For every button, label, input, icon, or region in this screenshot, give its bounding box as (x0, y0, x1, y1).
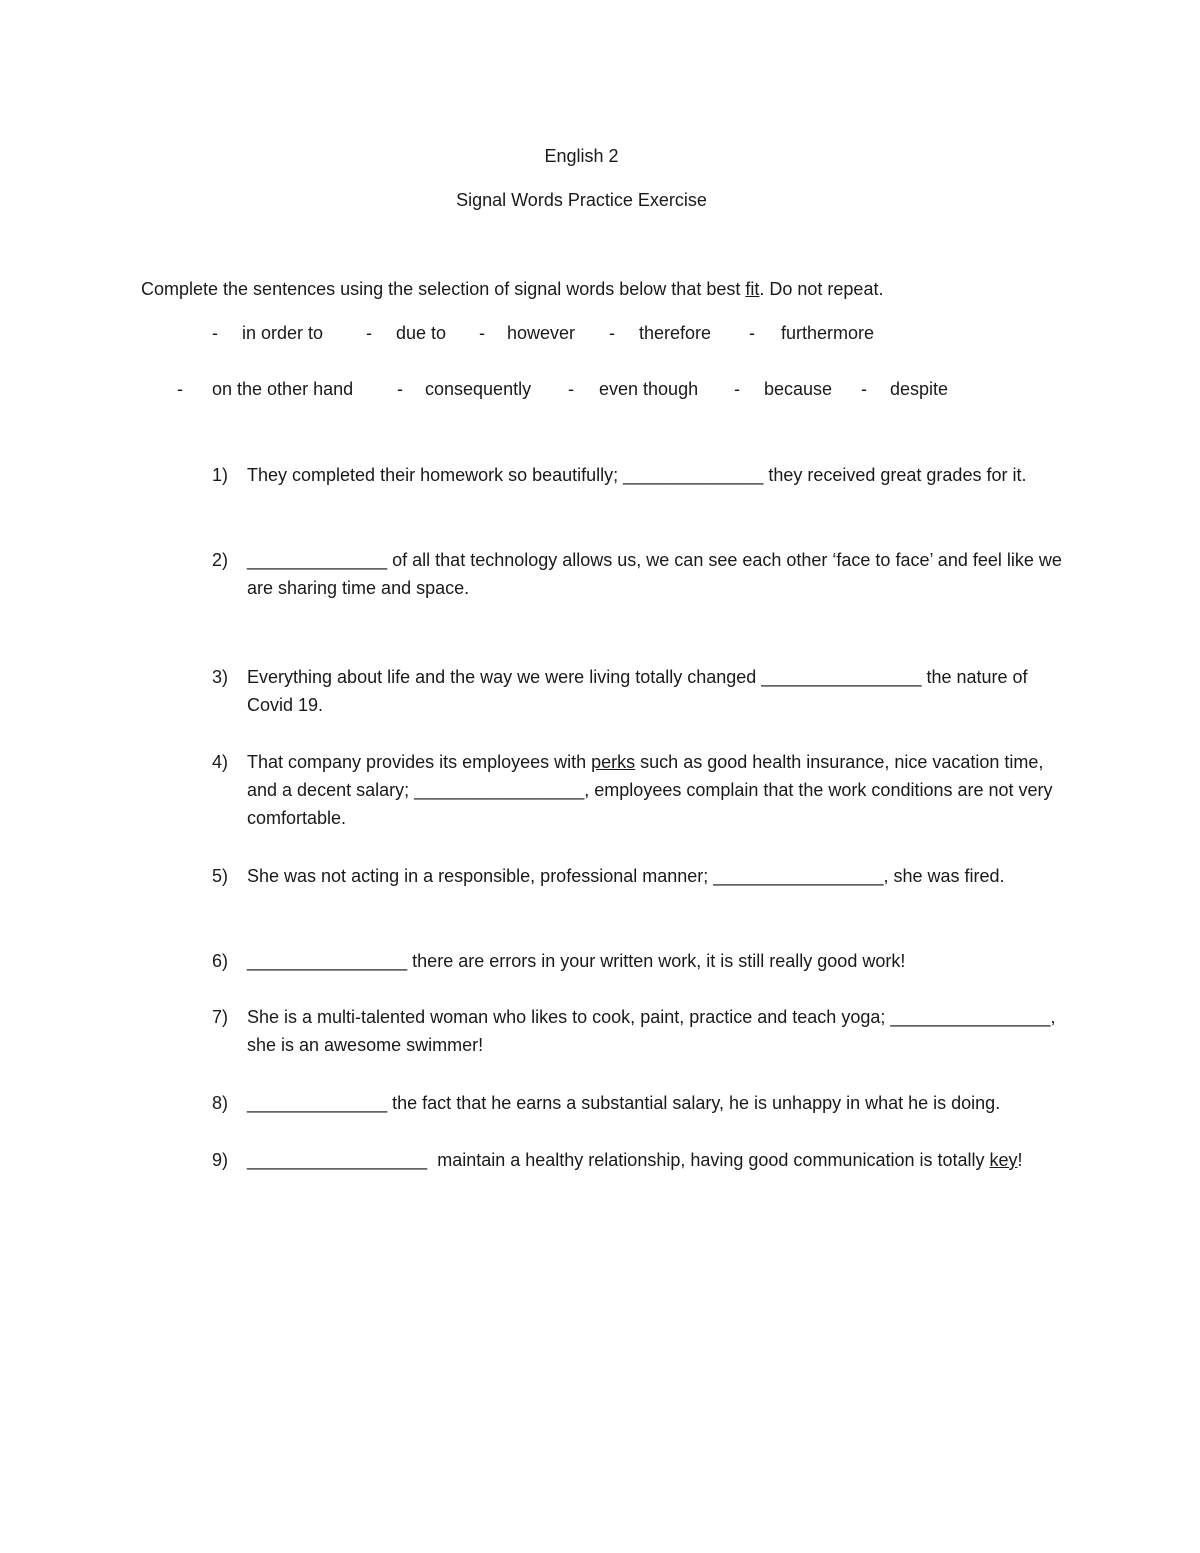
question-text (247, 1003, 1067, 1059)
question-number: 5) (212, 866, 229, 886)
question-text (247, 1089, 1067, 1117)
page-title: English 2 (544, 146, 619, 166)
question-sentence: She was not acting in a responsible, professional manner; _________________, she was fired. (247, 866, 1005, 886)
question-number: 8) (212, 1093, 229, 1113)
instructions-underlined-word: fit (745, 279, 760, 299)
question-text (247, 461, 1067, 489)
question-text (247, 663, 1067, 719)
question-number: 2) (212, 550, 229, 570)
question-text (247, 947, 1067, 975)
bullet-dash: - (177, 379, 183, 399)
underlined-word: key (989, 1150, 1018, 1170)
question-number: 3) (212, 667, 229, 687)
bullet-dash: - (397, 379, 403, 399)
word-bank-item: even though (599, 379, 699, 399)
word-bank-item: however (507, 323, 576, 343)
question-sentence: That company provides its employees with (247, 752, 592, 772)
question-number: 9) (212, 1150, 229, 1170)
instructions-text: Complete the sentences using the selection of signal words below that best (141, 279, 746, 299)
question-number: 6) (212, 951, 229, 971)
word-bank-item: therefore (639, 323, 712, 343)
bullet-dash: - (366, 323, 372, 343)
question-text (247, 748, 1067, 832)
word-bank-row-1 (0, 322, 1200, 344)
question-sentence: Everything about life and the way we were living totally changed ________________ the nature of Covid 19. (247, 667, 1033, 715)
question-sentence: She is a multi-talented woman who likes to cook, paint, practice and teach yoga; ________________, she is an awesome swimmer! (247, 1007, 1061, 1055)
bullet-dash: - (749, 323, 755, 343)
page-subtitle: Signal Words Practice Exercise (456, 190, 707, 210)
bullet-dash: - (212, 323, 218, 343)
bullet-dash: - (568, 379, 574, 399)
question-number: 7) (212, 1007, 229, 1027)
word-bank-item: consequently (425, 379, 532, 399)
word-bank-item: in order to (242, 323, 324, 343)
question-text (247, 546, 1067, 602)
word-bank-item: on the other hand (212, 379, 354, 399)
question-sentence: ______________ the fact that he earns a substantial salary, he is unhappy in what he is doing. (247, 1093, 1001, 1113)
question-number: 1) (212, 465, 229, 485)
word-bank-item: because (764, 379, 833, 399)
question-text (247, 862, 1067, 890)
bullet-dash: - (861, 379, 867, 399)
question-sentence: __________________ maintain a healthy relationship, having good communication is totally (247, 1150, 990, 1170)
word-bank-item: despite (890, 379, 949, 399)
bullet-dash: - (479, 323, 485, 343)
bullet-dash: - (734, 379, 740, 399)
question-sentence: ______________ of all that technology allows us, we can see each other ‘face to face’ and feel like we are sharing time and space. (247, 550, 1067, 598)
word-bank-item: due to (396, 323, 447, 343)
question-sentence-end: ! (1017, 1150, 1023, 1170)
question-text (247, 1146, 1067, 1174)
instructions-text-end: . Do not repeat. (759, 279, 884, 299)
question-sentence: They completed their homework so beautifully; ______________ they received great grades for it. (247, 465, 1027, 485)
question-number: 4) (212, 752, 229, 772)
question-sentence-end: such as good health insurance, nice vacation time, and a decent salary; _________________, employees complain that the work conditions are not very comfortable. (247, 752, 1058, 828)
question-sentence: ________________ there are errors in your written work, it is still really good work! (247, 951, 906, 971)
underlined-word: perks (591, 752, 636, 772)
instructions (141, 278, 883, 300)
word-bank-row-2 (0, 378, 1200, 400)
bullet-dash: - (609, 323, 615, 343)
word-bank-item: furthermore (781, 323, 875, 343)
